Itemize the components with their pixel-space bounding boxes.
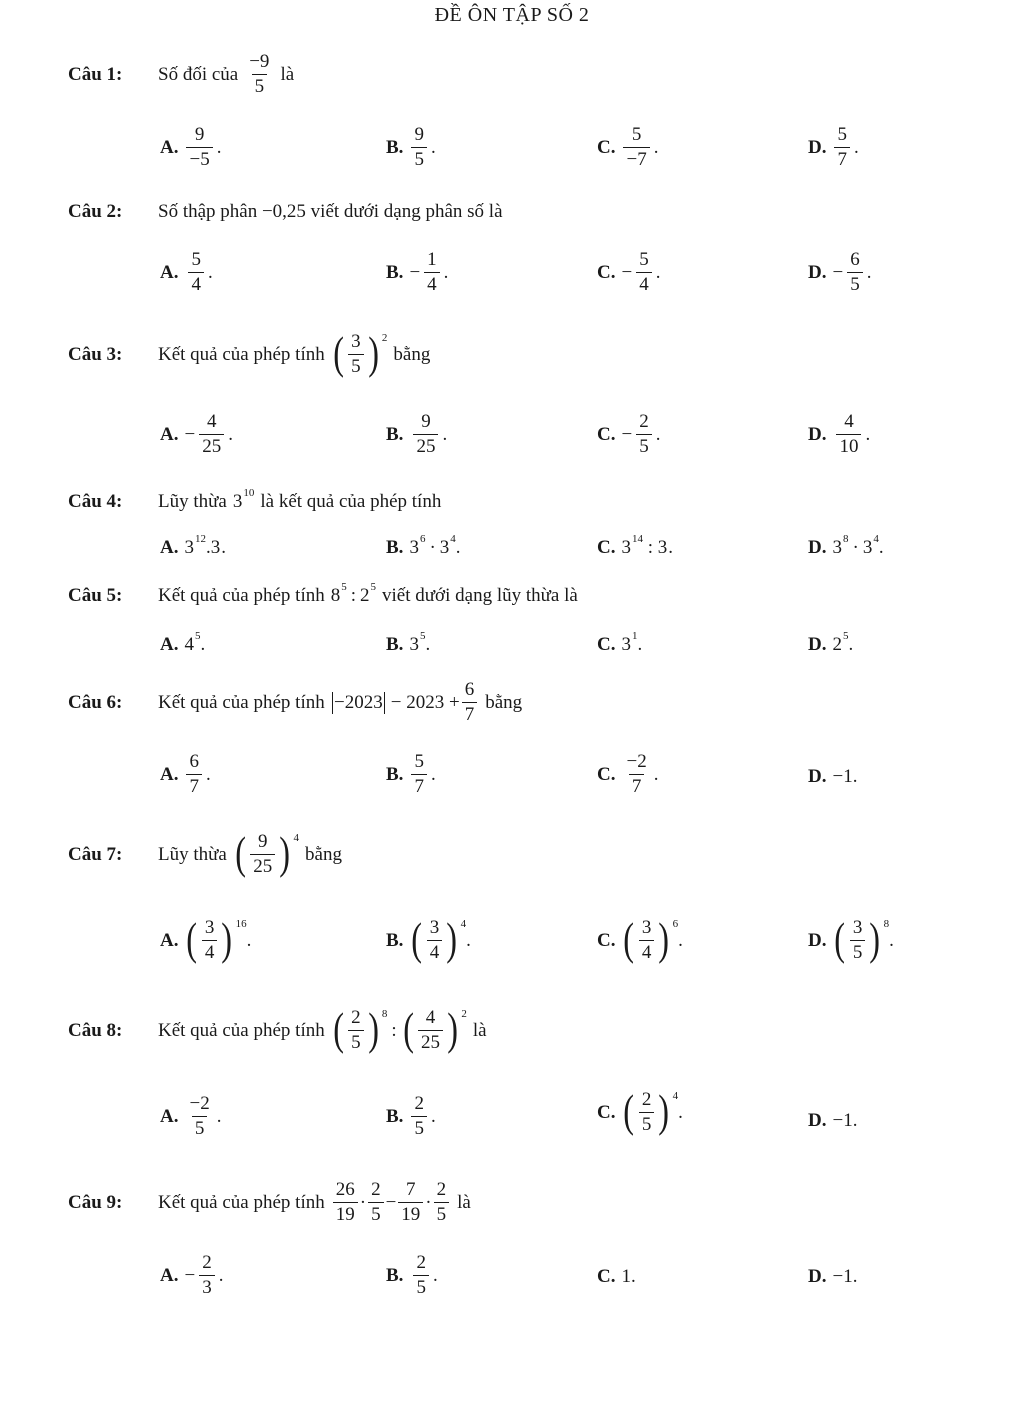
option-c[interactable]: C. 3 1 . (597, 630, 643, 655)
option-d[interactable]: D. 3 8 · 3 4 . (808, 533, 884, 558)
option-b[interactable]: B. 3 5 . (386, 630, 431, 655)
question-math: ( $\frac{3}{5}$ ) 2 (333, 326, 388, 378)
option-a[interactable]: A. ( $\frac{3}{4}$ ) 16 . (160, 912, 252, 964)
question-math: ( $\frac{2}{5}$ ) 8 : ( $\frac{4}{25}$ ) 2 (333, 1002, 467, 1054)
question-text: Kết quả của phép tính (158, 343, 325, 365)
question-math: −2023 − 2023 + $\frac{6}{7}$ (331, 680, 480, 726)
question-tail: bằng (485, 691, 523, 713)
question-label: Câu 2: (68, 201, 123, 222)
option-b[interactable]: B. 3 6 · 3 4 . (386, 533, 461, 558)
option-c[interactable]: C. − $\frac{2}{5}$ . (597, 411, 661, 457)
question-text: Kết quả của phép tính (158, 691, 325, 713)
option-c[interactable]: C. ( $\frac{2}{5}$ ) 4 . (597, 1084, 683, 1136)
question-tail: là (280, 63, 295, 85)
question-text: Kết quả của phép tính (158, 1191, 325, 1213)
question-label: Câu 6: (68, 691, 123, 713)
question-tail: bằng (393, 343, 431, 365)
option-a[interactable]: A. − $\frac{2}{3}$ . (160, 1252, 224, 1298)
question-label: Câu 3: (68, 343, 123, 365)
question-math: $\frac{-9}{5}$ (249, 51, 270, 97)
question-math: 8 5 : 2 5 (330, 581, 377, 606)
option-c[interactable]: C. 3 14 : 3 . (597, 533, 674, 558)
option-a[interactable]: A. $\frac{6}{7}$ . (160, 751, 211, 797)
option-a[interactable]: A. 4 5 . (160, 630, 206, 655)
question-math: ( $\frac{9}{25}$ ) 4 (235, 826, 300, 878)
option-b[interactable]: B. ( $\frac{3}{4}$ ) 4 . (386, 912, 471, 964)
question-tail: bằng (305, 843, 342, 865)
question-text: Số đối của (158, 63, 239, 85)
option-d[interactable]: D. −1. (808, 1266, 858, 1287)
option-a[interactable]: A. 3 12 .3 . (160, 533, 226, 558)
option-d[interactable]: D. ( $\frac{3}{5}$ ) 8 . (808, 912, 894, 964)
option-c[interactable]: C. ( $\frac{3}{4}$ ) 6 . (597, 912, 683, 964)
question-tail: là (457, 1191, 471, 1213)
option-a[interactable]: A. − $\frac{4}{25}$ . (160, 411, 233, 457)
question-text: Lũy thừa (158, 843, 227, 865)
option-b[interactable]: B. − $\frac{1}{4}$ . (386, 249, 449, 295)
question-math: 3 10 (232, 487, 255, 512)
question-label: Câu 4: (68, 491, 123, 512)
question-label: Câu 7: (68, 843, 123, 865)
option-d[interactable]: D. 2 5 . (808, 630, 854, 655)
option-d[interactable]: D. $\frac{4}{10}$ . (808, 411, 871, 457)
option-d[interactable]: D. −1. (808, 766, 858, 787)
question-text: Kết quả của phép tính (158, 585, 325, 606)
option-b[interactable]: B. $\frac{9}{25}$ . (386, 411, 448, 457)
option-c[interactable]: C. 1. (597, 1266, 636, 1287)
option-b[interactable]: B. $\frac{2}{5}$ . (386, 1252, 438, 1298)
option-c[interactable]: C. − $\frac{5}{4}$ . (597, 249, 661, 295)
option-a[interactable]: A. $\frac{-2}{5}$ . (160, 1093, 222, 1139)
option-b[interactable]: B. $\frac{2}{5}$ . (386, 1093, 436, 1139)
option-a[interactable]: A. $\frac{5}{4}$ . (160, 249, 213, 295)
question-label: Câu 5: (68, 585, 123, 606)
option-c[interactable]: C. $\frac{5}{-7}$ . (597, 124, 659, 170)
option-d[interactable]: D. −1. (808, 1110, 858, 1131)
question-text: Kết quả của phép tính (158, 1019, 325, 1041)
option-c[interactable]: C. $\frac{-2}{7}$ . (597, 751, 659, 797)
question-label: Câu 8: (68, 1019, 123, 1041)
question-tail: là (472, 1019, 487, 1041)
question-math: $\frac{26}{19}$ · $\frac{2}{5}$ − $\frac{7}{19}$ · $\frac{2}{5}$ (331, 1180, 451, 1226)
option-d[interactable]: D. − $\frac{6}{5}$ . (808, 249, 872, 295)
question-label: Câu 1: (68, 63, 123, 85)
option-a[interactable]: A. $\frac{9}{-5}$ . (160, 124, 222, 170)
option-d[interactable]: D. $\frac{5}{7}$ . (808, 124, 859, 170)
question-label: Câu 9: (68, 1191, 123, 1213)
question-text: Số thập phân −0,25 viết dưới dạng phân số là (158, 201, 503, 222)
option-b[interactable]: B. $\frac{9}{5}$ . (386, 124, 436, 170)
option-b[interactable]: B. $\frac{5}{7}$ . (386, 751, 436, 797)
page-title: ĐỀ ÔN TẬP SỐ 2 (434, 4, 590, 26)
question-tail: viết dưới dạng lũy thừa là (382, 585, 578, 606)
question-tail: là kết quả của phép tính (260, 491, 442, 512)
question-text: Lũy thừa (158, 491, 227, 512)
